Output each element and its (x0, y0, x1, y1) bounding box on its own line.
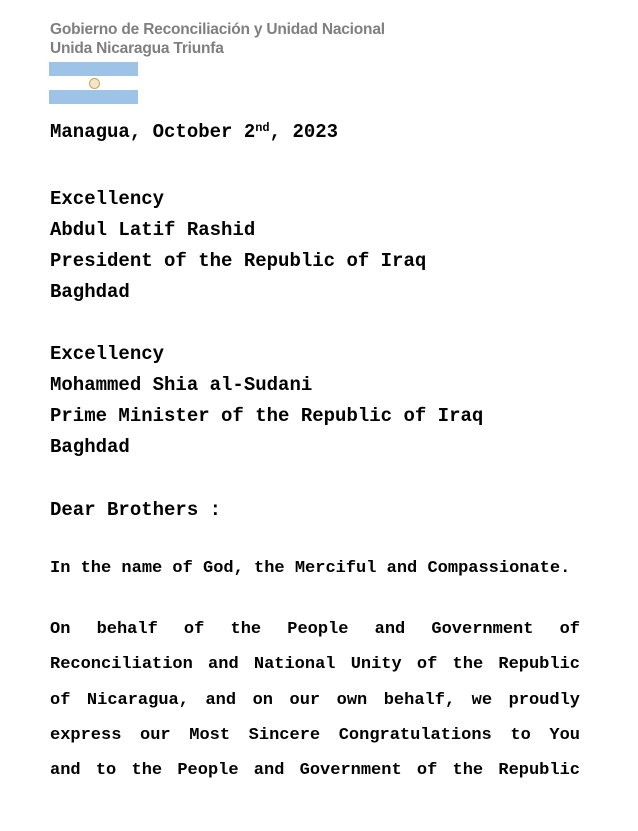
flag-bottom-band (49, 90, 138, 104)
nicaragua-flag-icon (49, 62, 138, 104)
recipient2-name: Mohammed Shia al-Sudani (50, 374, 313, 396)
recipient2-salutation: Excellency (50, 343, 165, 365)
recipient2-city: Baghdad (50, 436, 130, 458)
recipient1-name: Abdul Latif Rashid (50, 219, 256, 241)
date-ordinal-suffix: nd (255, 121, 270, 135)
paragraph-line: Reconciliation and National Unity of the Republic (50, 655, 580, 674)
flag-top-band (49, 62, 138, 76)
paragraph-line: On behalf of the People and Government of (50, 620, 580, 639)
recipient1-title: President of the Republic of Iraq (50, 250, 427, 272)
paragraph-line: and to the People and Government of the Republic (50, 761, 580, 780)
paragraph-line: express our Most Sincere Congratulations to You (50, 726, 580, 745)
invocation: In the name of God, the Merciful and Compassionate. (50, 559, 571, 578)
coat-of-arms-icon (89, 78, 100, 89)
letterhead (50, 20, 385, 58)
date-prefix: Managua, October 2 (50, 121, 256, 143)
flag-middle-band (49, 76, 138, 90)
recipient1-city: Baghdad (50, 281, 130, 303)
recipient1-salutation: Excellency (50, 188, 165, 210)
greeting: Dear Brothers : (50, 499, 222, 521)
letterhead-line-1: Gobierno de Reconciliación y Unidad Nacional (50, 21, 385, 38)
letterhead-line-2: Unida Nicaragua Triunfa (50, 40, 224, 57)
recipient2-title: Prime Minister of the Republic of Iraq (50, 405, 484, 427)
date-line (50, 120, 338, 144)
paragraph-line: of Nicaragua, and on our own behalf, we proudly (50, 691, 580, 710)
date-year: , 2023 (269, 121, 339, 143)
